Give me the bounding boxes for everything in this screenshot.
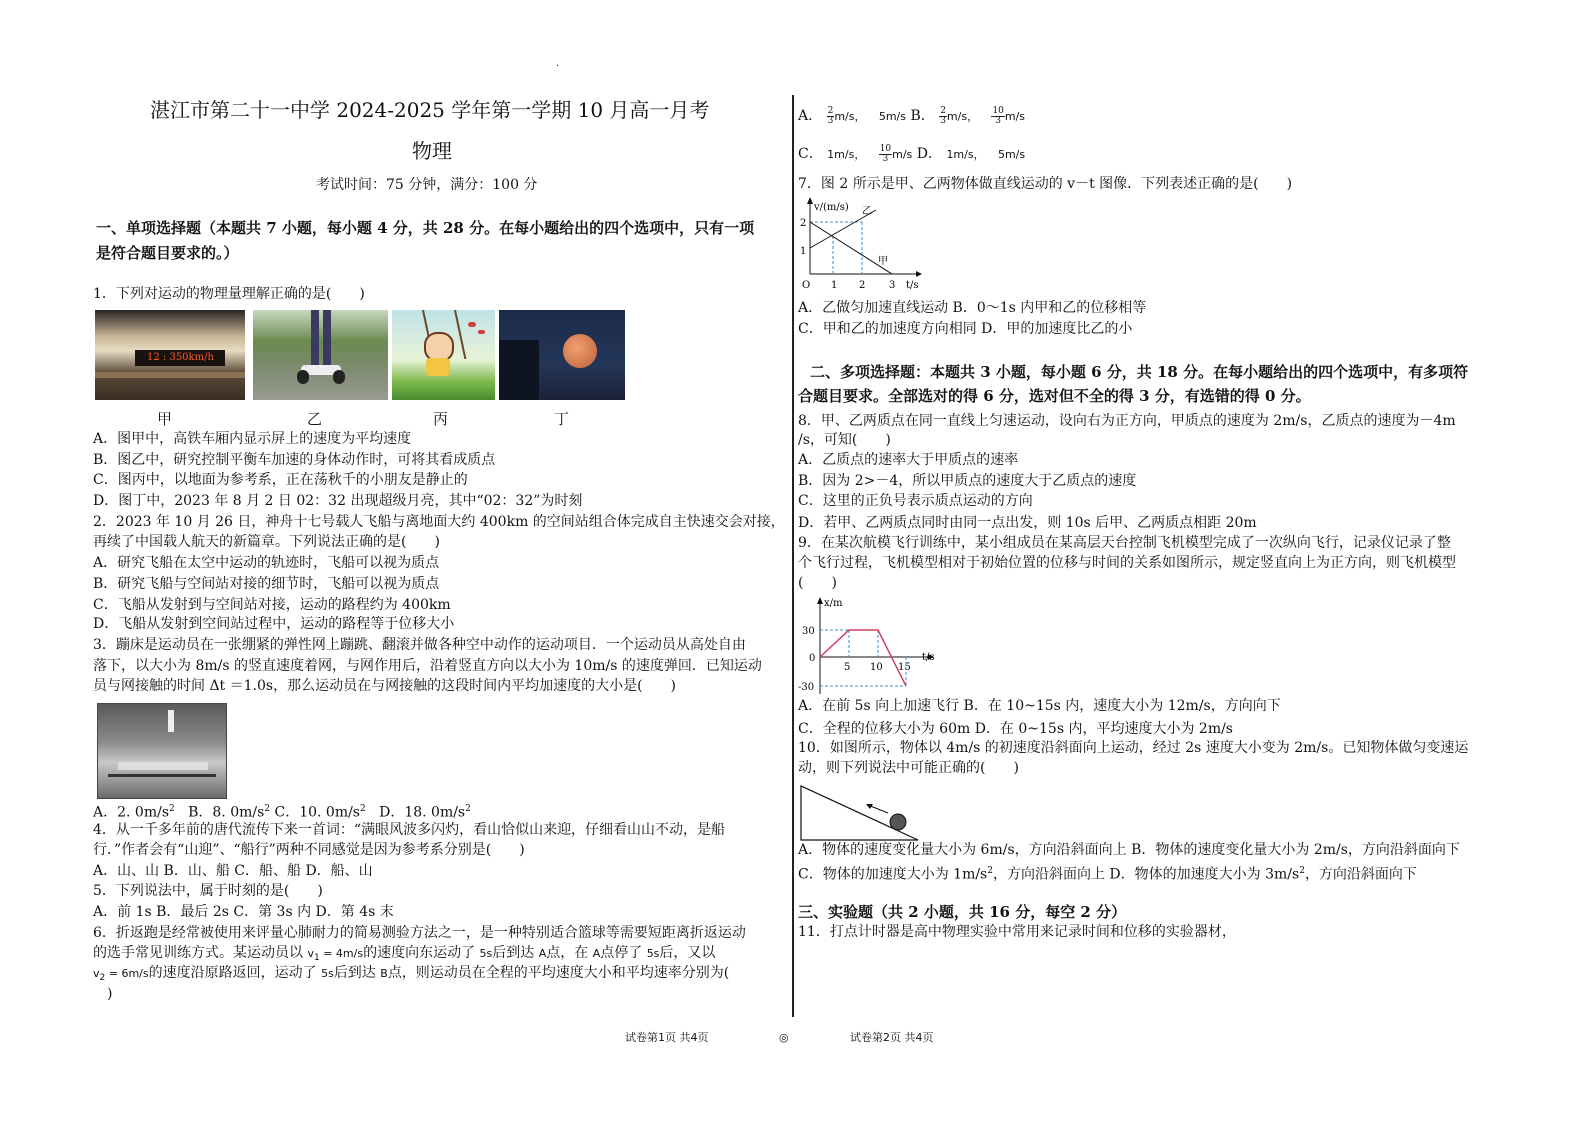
- q9-y-arrow: [817, 597, 823, 604]
- footer-left-page: [625, 1029, 709, 1047]
- q6-text-i: 点，则运动员在全程的平均速度大小和平均速率分别为(: [387, 965, 730, 981]
- q10-option-c-sup: 2: [987, 866, 993, 876]
- q1-option-d: D．图丁中，2023 年 8 月 2 日 02：32 出现超级月亮，其中“02：32”为时刻: [93, 493, 583, 509]
- q9-ytick-neg30: -30: [798, 682, 815, 693]
- exam-title: 湛江市第二十一中学 2024-2025 学年第一学期 10 月高一月考: [150, 98, 710, 122]
- subject-title: 物理: [412, 139, 452, 163]
- q6-text-b: 的速度向东运动了: [363, 945, 476, 961]
- q9-stem: 9．在某次航模飞行训练中，某小组成员在某高层天台控制飞机模型完成了一次纵向飞行，记录仪记录了整: [798, 535, 1451, 551]
- q6-b-frac2-den: 3: [995, 115, 1002, 126]
- train-interior-photo: [95, 310, 245, 400]
- q1-stem: 1．下列对运动的物理量理解正确的是( ): [93, 286, 365, 302]
- q6-point-b: B: [380, 967, 388, 980]
- section3-heading: 三、实验题（共 2 小题，共 16 分，每空 2 分）: [798, 903, 1127, 921]
- q3-option-c-sup: 2: [360, 804, 366, 814]
- footer-left-a: 试卷第: [625, 1031, 658, 1044]
- q1-option-c: C．图丙中，以地面为参考系，正在荡秋千的小朋友是静止的: [93, 472, 468, 488]
- q6-time-stop: 5s: [646, 947, 660, 960]
- q3-option-c: C．10. 0m/s: [274, 804, 360, 821]
- q7-options-ab: A．乙做匀加速直线运动 B．0～1s 内甲和乙的位移相等: [798, 300, 1147, 316]
- q10-stem-cont: 动，则下列说法中可能正确的( ): [798, 760, 1019, 776]
- q6-v1-value: = 4m/s: [319, 947, 364, 960]
- q9-stem-cont: 个飞行过程，飞机模型相对于初始位置的位移与时间的关系如图所示，规定竖直向上为正方向，则飞机模型: [798, 555, 1456, 571]
- image-label-jia: 甲: [157, 410, 173, 428]
- q10-incline: [801, 786, 918, 840]
- section2-heading: 二、多项选择题：本题共 3 小题，每小题 6 分，共 18 分。在每小题给出的四个选项中，有多项符: [810, 363, 1469, 381]
- q6-text-g: 的速度沿原路返回，运动了: [148, 965, 317, 981]
- q3-option-a-sup: 2: [169, 804, 175, 814]
- q6-a-second: 5m/s: [878, 110, 906, 123]
- q9-options-ab: A．在前 5s 向上加速飞行 B．在 10~15s 内，速度大小为 12m/s，方向向下: [798, 698, 1281, 714]
- q3-option-a: A．2. 0m/s: [93, 804, 170, 821]
- footer-right-total: 4: [915, 1031, 923, 1044]
- section1-heading: 一、单项选择题（本题共 7 小题，每小题 4 分，共 28 分。在每小题给出的四个选项中，只有一项: [96, 219, 755, 237]
- q6-b-frac2-num: 10: [992, 105, 1004, 116]
- image-label-bing: 丙: [433, 410, 449, 428]
- q7-origin: O: [802, 280, 811, 291]
- q6-point-a: A: [538, 947, 547, 960]
- q6-v2-value: = 6m/s: [105, 967, 149, 980]
- footer-right-c: 页: [922, 1031, 934, 1044]
- q2-option-b: B．研究飞船与空间站对接的细节时，飞船可以视为质点: [93, 576, 440, 592]
- q6-option-a-label: A．: [798, 108, 823, 124]
- trampoline-photo: [97, 703, 227, 799]
- q3-option-d-sup: 2: [465, 804, 471, 814]
- q8-stem-cont: /s，可知( ): [798, 432, 891, 448]
- q6-c-frac-num: 10: [879, 143, 892, 154]
- exam-info: 考试时间：75 分钟，满分：100 分: [316, 177, 538, 193]
- q6-a-frac-den: 3: [827, 115, 834, 126]
- q9-ytick-30: 30: [802, 626, 815, 637]
- q2-option-c: C．飞船从发射到与空间站对接，运动的路程约为 400km: [93, 597, 451, 613]
- q6-text-h: 后到达: [333, 965, 376, 981]
- q2-option-a: A．研究飞船在太空中运动的轨迹时，飞船可以视为质点: [93, 555, 440, 571]
- q6-v2-sub: 2: [99, 973, 106, 984]
- q10-stem: 10．如图所示，物体以 4m/s 的初速度沿斜面向上运动，经过 2s 速度大小变为 2m/s。已知物体做匀变速运: [798, 740, 1469, 756]
- q9-xtick-15: 15: [898, 662, 911, 673]
- q4-stem-cont: 行．”作者会有“山迎”、“船行”两种不同感觉是因为参考系分别是( ): [93, 842, 525, 858]
- q4-stem: 4．从一千多年前的唐代流传下来一首词：“满眼风波多闪灼，看山恰似山来迎，仔细看山山不动，是船: [93, 822, 726, 838]
- q7-xtick-2: 2: [859, 280, 866, 291]
- q7-options-cd: C．甲和乙的加速度方向相同 D．甲的加速度比乙的小: [798, 321, 1133, 337]
- q9-xtick-10: 10: [870, 662, 883, 673]
- q6-v1: v: [307, 947, 314, 960]
- image-label-yi: 乙: [307, 410, 323, 428]
- q7-x-arrow: [916, 271, 922, 277]
- q7-y-arrow: [807, 197, 813, 204]
- super-moon-photo: [499, 310, 625, 400]
- q7-vt-graph: [798, 196, 928, 292]
- q7-ytick-1: 1: [800, 246, 807, 257]
- q6-c-first: 1m/s，: [827, 148, 866, 161]
- footer-right-num: 2: [883, 1031, 890, 1044]
- q3-stem: 3．蹦床是运动员在一张绷紧的弹性网上蹦跳、翻滚并做各种空中动作的运动项目．一个运动员从高处自由: [93, 637, 746, 653]
- q4-options: A．山、山 B．山、船 C．船、船 D．船、山: [93, 863, 373, 879]
- footer-right-a: 试卷第: [850, 1031, 883, 1044]
- q8-option-d: D．若甲、乙两质点同时由同一点出发，则 10s 后甲、乙两质点相距 20m: [798, 515, 1257, 531]
- q6-text-c: 后到达: [492, 945, 535, 961]
- section2-heading-cont: 合题目要求。全部选对的得 6 分，选对但不全的得 3 分，有选错的得 0 分。: [798, 387, 1311, 405]
- page-dot: ·: [556, 61, 560, 72]
- q6-stem: 6．折返跑是经常被使用来评量心肺耐力的简易测验方法之一，是一种特别适合篮球等需要短距离折返运动: [93, 925, 746, 941]
- q6-b-frac-num: 2: [940, 105, 946, 116]
- q6-d-second: 5m/s: [997, 148, 1026, 161]
- q6-option-c-label: C．: [798, 146, 823, 162]
- q10-option-d-sup: 2: [1299, 866, 1305, 876]
- q10-options-cd: [798, 862, 1417, 884]
- q9-options-cd: C．全程的位移大小为 60m D．在 0~15s 内，平均速度大小为 2m/s: [798, 721, 1233, 737]
- q6-time-first: 5s: [479, 947, 493, 960]
- q6-text-d: 点，在: [546, 945, 589, 961]
- swing-child-picture: [392, 310, 495, 400]
- q6-v2: v: [93, 967, 100, 980]
- q9-xt-graph: [798, 594, 948, 698]
- q7-xtick-3: 3: [889, 280, 896, 291]
- q6-stem-close: ): [93, 986, 113, 1002]
- section1-heading-cont: 是符合题目要求的。）: [96, 244, 239, 262]
- q2-stem-cont: 再续了中国载人航天的新篇章。下列说法正确的是( ): [93, 534, 440, 550]
- q10-option-d: ，方向沿斜面向上 D．物体的加速度大小为 3m/s: [992, 866, 1300, 883]
- q7-stem: 7．图 2 所示是甲、乙两物体做直线运动的 v－t 图像．下列表述正确的是( ): [798, 176, 1293, 192]
- q3-option-b-sup: 2: [264, 804, 271, 814]
- q3-stem-cont: 落下，以大小为 8m/s 的竖直速度着网，与网作用后，沿着竖直方向以大小为 10m/s 的速度弹回．已知运动: [93, 658, 762, 674]
- q6-option-d-label: D．: [916, 146, 942, 162]
- q6-text-f: 后，又以: [659, 945, 716, 961]
- balance-scooter-photo: [253, 310, 388, 400]
- q6-v1-sub: 1: [313, 953, 320, 964]
- q8-option-a: A．乙质点的速率大于甲质点的速率: [798, 452, 1019, 468]
- image-label-ding: 丁: [554, 410, 570, 428]
- q9-stem-cont2: ( ): [798, 575, 837, 591]
- q7-x-label: t/s: [906, 280, 919, 291]
- q6-text-a: 的选手常见训练方式。某运动员以: [93, 945, 303, 961]
- q6-b-unit: m/s，: [946, 110, 979, 123]
- q7-ytick-2: 2: [800, 218, 807, 229]
- q6-options-cd: [798, 142, 1025, 167]
- footer-left-b: 页 共: [665, 1031, 691, 1044]
- footer-left-c: 页: [697, 1031, 709, 1044]
- q7-label-yi: 乙: [862, 206, 872, 217]
- q5-options: A．前 1s B．最后 2s C．第 3s 内 D．第 4s 末: [93, 904, 394, 920]
- speed-display-text: 12 : 350km/h: [147, 352, 214, 363]
- q6-c-frac-den: 3: [882, 153, 889, 164]
- q6-a-frac-num: 2: [827, 105, 834, 116]
- q7-y-label: v/(m/s): [814, 202, 849, 213]
- q6-time-return: 5s: [321, 967, 334, 980]
- q10-ball: [890, 814, 906, 830]
- q6-point-a-2: A: [592, 947, 601, 960]
- q6-text-e: 点停了: [600, 945, 643, 961]
- q6-stem-line3: [93, 964, 729, 987]
- q10-incline-diagram: [798, 784, 922, 842]
- q8-stem: 8．甲、乙两质点在同一直线上匀速运动，设向右为正方向，甲质点的速度为 2m/s，乙质点的速度为－4m: [798, 413, 1456, 429]
- footer-left-total: 4: [690, 1031, 698, 1044]
- q9-ytick-0: 0: [809, 653, 816, 664]
- q3-options: [93, 800, 471, 822]
- q9-displacement-line: [820, 630, 906, 686]
- q6-option-b-label: B．: [910, 108, 935, 124]
- q9-y-label: x/m: [824, 598, 843, 609]
- q9-x-label: t/s: [922, 652, 935, 663]
- footer-right-page: [850, 1029, 934, 1047]
- q8-option-b: B．因为 2>－4，所以甲质点的速度大于乙质点的速度: [798, 473, 1137, 489]
- footer-center-mark: ◎: [779, 1031, 789, 1044]
- footer-left-num: 1: [658, 1031, 665, 1044]
- q1-option-b: B．图乙中，研究控制平衡车加速的身体动作时，可将其看成质点: [93, 452, 496, 468]
- footer-right-b: 页 共: [890, 1031, 916, 1044]
- q6-b-frac-den: 3: [940, 115, 946, 126]
- q2-option-d: D．飞船从发射到空间站过程中，运动的路程等于位移大小: [93, 616, 455, 632]
- q2-stem: 2．2023 年 10 月 26 日，神舟十七号载人飞船与离地面大约 400km 的空间站组合体完成自主快速交会对接，: [93, 514, 785, 530]
- q10-options-ab: A．物体的速度变化量大小为 6m/s，方向沿斜面向上 B．物体的速度变化量大小为 2m/s，方向沿斜面向下: [798, 842, 1460, 858]
- q6-a-unit: m/s，: [834, 110, 866, 123]
- q7-label-jia: 甲: [878, 256, 888, 267]
- q3-option-b: B．8. 0m/s: [188, 804, 265, 821]
- q10-option-d-end: ，方向沿斜面向下: [1304, 866, 1417, 883]
- q10-option-c: C．物体的加速度大小为 1m/s: [798, 866, 988, 883]
- column-divider: [792, 95, 794, 1017]
- q3-option-d: D．18. 0m/s: [379, 804, 466, 821]
- q9-xtick-5: 5: [844, 662, 851, 673]
- q6-options-ab: [798, 104, 1025, 129]
- q1-option-a: A．图甲中，高铁车厢内显示屏上的速度为平均速度: [93, 431, 412, 447]
- q8-option-c: C．这里的正负号表示质点运动的方向: [798, 493, 1033, 509]
- q5-stem: 5．下列说法中，属于时刻的是( ): [93, 883, 323, 899]
- q7-xtick-1: 1: [831, 280, 838, 291]
- q6-d-first: 1m/s，: [946, 148, 985, 161]
- q3-stem-cont2: 员与网接触的时间 Δt ＝1.0s，那么运动员在与网接触的这段时间内平均加速度的大小是( ): [93, 678, 677, 694]
- q6-c-unit: m/s: [892, 148, 913, 161]
- q6-b-unit-end: m/s: [1004, 110, 1026, 123]
- q11-stem: 11．打点计时器是高中物理实验中常用来记录时间和位移的实验器材，: [798, 924, 1236, 940]
